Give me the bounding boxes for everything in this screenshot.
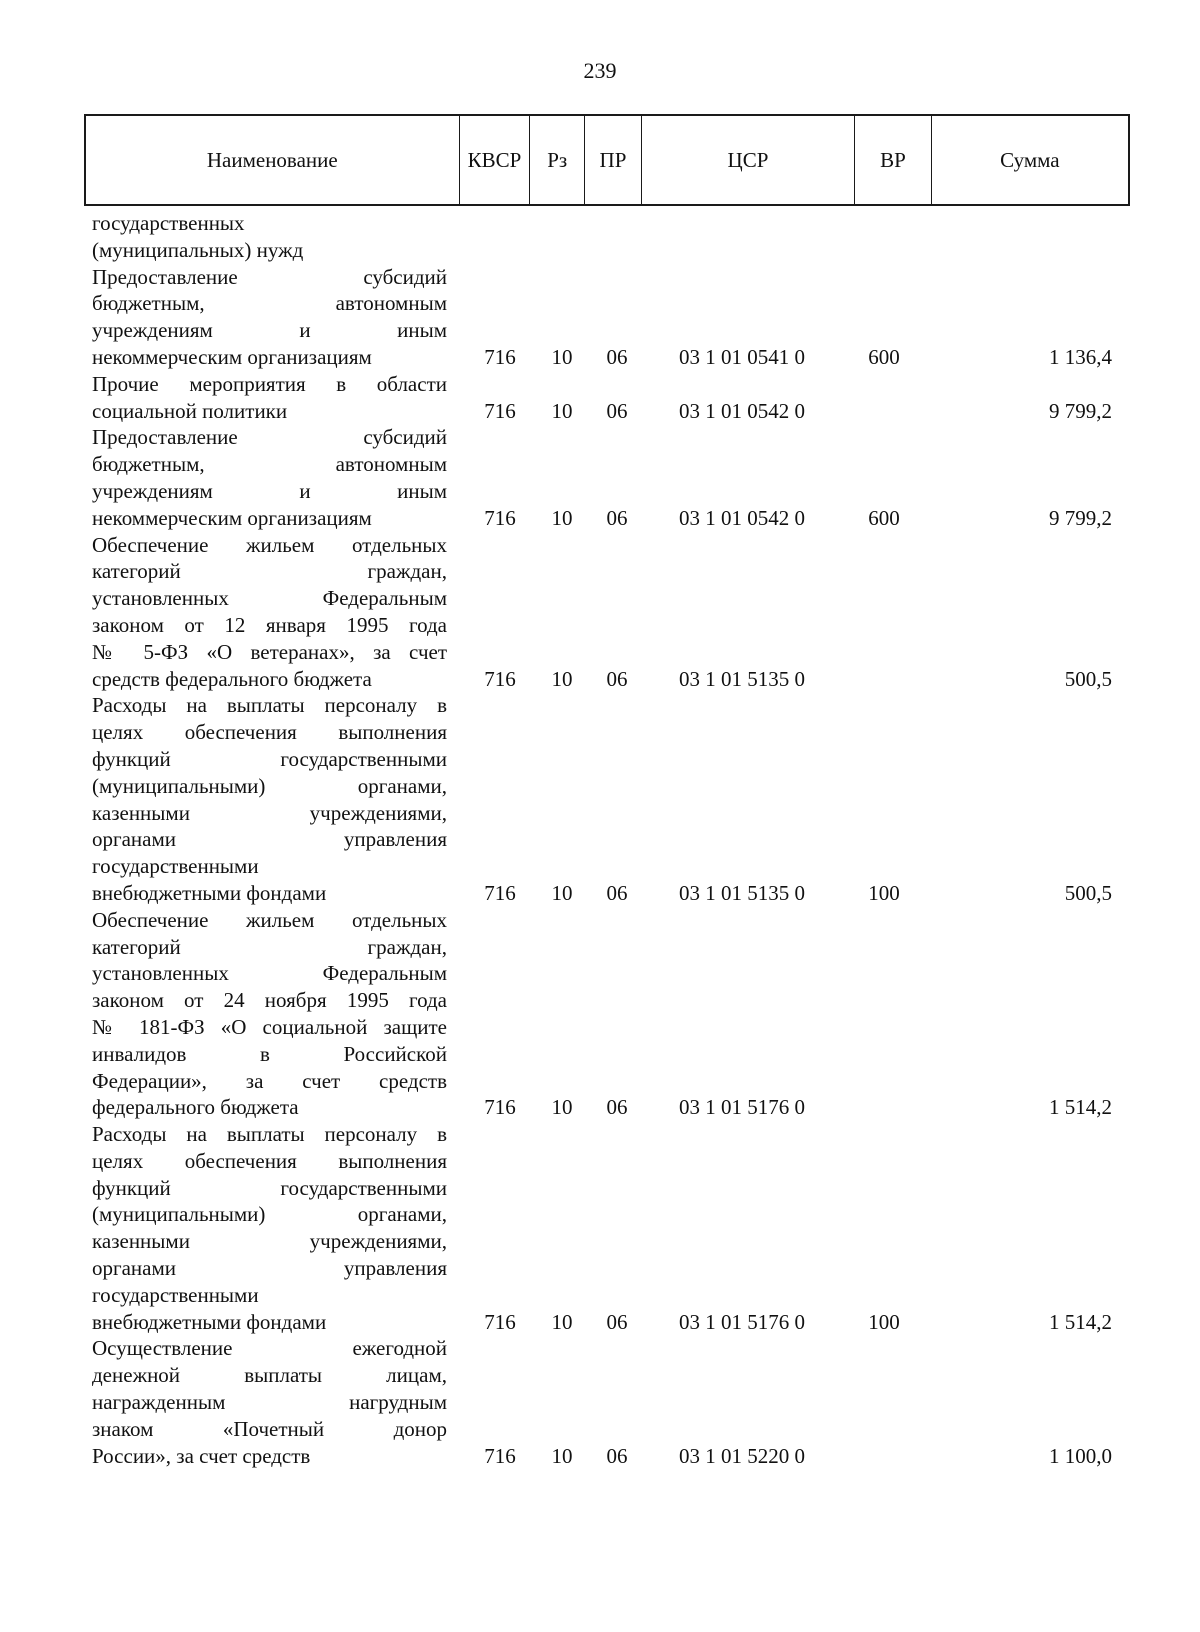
row-kvsr: 716	[484, 505, 516, 530]
table-row	[92, 264, 1132, 371]
row-name-line: органами управления	[92, 827, 447, 852]
row-name-line: установленных Федеральным	[92, 961, 447, 986]
row-name-line: органами управления	[92, 1256, 447, 1281]
row-name	[92, 264, 447, 371]
row-sum: 1 514,2	[1049, 1309, 1112, 1334]
row-name-line: Предоставление субсидий	[92, 425, 447, 450]
row-rz: 10	[551, 880, 573, 905]
table-row	[92, 1121, 1132, 1335]
row-name-line: инвалидов в Российской	[92, 1041, 447, 1066]
row-kvsr: 716	[484, 1443, 516, 1468]
row-rz: 10	[551, 344, 573, 369]
row-pr: 06	[606, 1443, 628, 1468]
row-sum: 1 100,0	[1049, 1443, 1112, 1468]
row-name-line: категорий граждан,	[92, 559, 447, 584]
row-rz: 10	[551, 398, 573, 423]
row-name-line: награжденным нагрудным	[92, 1390, 447, 1415]
row-name	[92, 907, 447, 1121]
row-name-line: внебюджетными фондами	[92, 880, 327, 905]
row-name	[92, 1121, 447, 1335]
row-name-line: функций государственными	[92, 746, 447, 771]
row-kvsr: 716	[484, 1309, 516, 1334]
row-name-line: № 181-ФЗ «О социальной защите	[92, 1014, 447, 1039]
table-row	[92, 907, 1132, 1121]
row-name-line: Расходы на выплаты персоналу в	[92, 1122, 447, 1147]
row-rz: 10	[551, 1095, 573, 1120]
row-csr: 03 1 01 5135 0	[679, 880, 805, 905]
row-rz: 10	[551, 1443, 573, 1468]
row-csr: 03 1 01 5220 0	[679, 1443, 805, 1468]
row-rz: 10	[551, 666, 573, 691]
row-name-line: казенными учреждениями,	[92, 1229, 447, 1254]
row-rz: 10	[551, 505, 573, 530]
row-name-line: Прочие мероприятия в области	[92, 371, 447, 396]
row-vr: 600	[868, 505, 900, 530]
table-row	[92, 424, 1132, 531]
row-name-line: бюджетным, автономным	[92, 452, 447, 477]
row-pr: 06	[606, 505, 628, 530]
row-pr: 06	[606, 398, 628, 423]
row-name-line: (муниципальными) органами,	[92, 1202, 447, 1227]
row-name-line: (муниципальных) нужд	[92, 237, 304, 262]
row-name-line: Осуществление ежегодной	[92, 1336, 447, 1361]
row-name-line: Обеспечение жильем отдельных	[92, 907, 447, 932]
row-name	[92, 424, 447, 531]
header-name: Наименование	[86, 116, 460, 204]
row-name-line: знаком «Почетный донор	[92, 1416, 447, 1441]
row-name-line: законом от 24 ноября 1995 года	[92, 988, 447, 1013]
header-vr: ВР	[855, 116, 932, 204]
row-vr: 600	[868, 344, 900, 369]
page-number: 239	[583, 58, 617, 83]
row-kvsr: 716	[484, 398, 516, 423]
header-sum: Сумма	[1000, 147, 1060, 172]
row-sum: 9 799,2	[1049, 398, 1112, 423]
row-pr: 06	[606, 880, 628, 905]
row-csr: 03 1 01 5176 0	[679, 1095, 805, 1120]
row-kvsr: 716	[484, 1095, 516, 1120]
row-pr: 06	[606, 344, 628, 369]
row-name-line: государственных	[92, 211, 245, 235]
row-kvsr: 716	[484, 666, 516, 691]
table-header	[84, 114, 1130, 206]
row-name-line: Обеспечение жильем отдельных	[92, 532, 447, 557]
header-rz: Рз	[530, 116, 585, 204]
row-name	[92, 210, 447, 264]
row-name-line: социальной политики	[92, 398, 288, 423]
row-csr: 03 1 01 0541 0	[679, 344, 805, 369]
row-name-line: бюджетным, автономным	[92, 291, 447, 316]
table-row	[92, 210, 1132, 264]
row-pr: 06	[606, 1095, 628, 1120]
row-name-line: целях обеспечения выполнения	[92, 1148, 447, 1173]
row-csr: 03 1 01 5135 0	[679, 666, 805, 691]
row-pr: 06	[606, 1309, 628, 1334]
row-pr: 06	[606, 666, 628, 691]
row-name-line: № 5-ФЗ «О ветеранах», за счет	[92, 639, 447, 664]
row-name-line: категорий граждан,	[92, 934, 447, 959]
row-name-line: денежной выплаты лицам,	[92, 1363, 447, 1388]
row-name-line: установленных Федеральным	[92, 586, 447, 611]
row-sum: 1 514,2	[1049, 1095, 1112, 1120]
row-name-line: внебюджетными фондами	[92, 1309, 327, 1334]
row-name-line: целях обеспечения выполнения	[92, 720, 447, 745]
row-name-line: государственными	[92, 854, 259, 879]
row-name-line: казенными учреждениями,	[92, 800, 447, 825]
row-name-line: учреждениям и иным	[92, 318, 447, 343]
row-csr: 03 1 01 5176 0	[679, 1309, 805, 1334]
header-csr: ЦСР	[642, 116, 855, 204]
row-vr: 100	[868, 1309, 900, 1334]
row-sum: 500,5	[1064, 666, 1112, 691]
table-row	[92, 1335, 1132, 1469]
row-kvsr: 716	[484, 344, 516, 369]
row-name-line: некоммерческим организациям	[92, 505, 372, 530]
row-name	[92, 371, 447, 425]
row-name-line: учреждениям и иным	[92, 478, 447, 503]
row-name	[92, 692, 447, 906]
table-row	[92, 692, 1132, 906]
row-name-line: средств федерального бюджета	[92, 666, 372, 691]
row-sum: 9 799,2	[1049, 505, 1112, 530]
table-row	[92, 532, 1132, 693]
row-sum: 1 136,4	[1049, 344, 1112, 369]
table-body	[92, 210, 1132, 1469]
row-name-line: (муниципальными) органами,	[92, 773, 447, 798]
row-name-line: функций государственными	[92, 1175, 447, 1200]
row-vr: 100	[868, 880, 900, 905]
row-name-line: Предоставление субсидий	[92, 264, 447, 289]
row-rz: 10	[551, 1309, 573, 1334]
row-name-line: федерального бюджета	[92, 1095, 299, 1120]
row-name-line: законом от 12 января 1995 года	[92, 612, 447, 637]
row-csr: 03 1 01 0542 0	[679, 505, 805, 530]
header-kvsr: КВСР	[460, 116, 531, 204]
row-name-line: Федерации», за счет средств	[92, 1068, 447, 1093]
row-name	[92, 1335, 447, 1469]
header-pr: ПР	[585, 116, 642, 204]
row-name	[92, 532, 447, 693]
row-name-line: некоммерческим организациям	[92, 344, 372, 369]
row-name-line: России», за счет средств	[92, 1443, 311, 1468]
row-name-line: государственными	[92, 1282, 259, 1307]
row-sum: 500,5	[1064, 880, 1112, 905]
row-name-line: Расходы на выплаты персоналу в	[92, 693, 447, 718]
table-row	[92, 371, 1132, 425]
row-kvsr: 716	[484, 880, 516, 905]
row-csr: 03 1 01 0542 0	[679, 398, 805, 423]
